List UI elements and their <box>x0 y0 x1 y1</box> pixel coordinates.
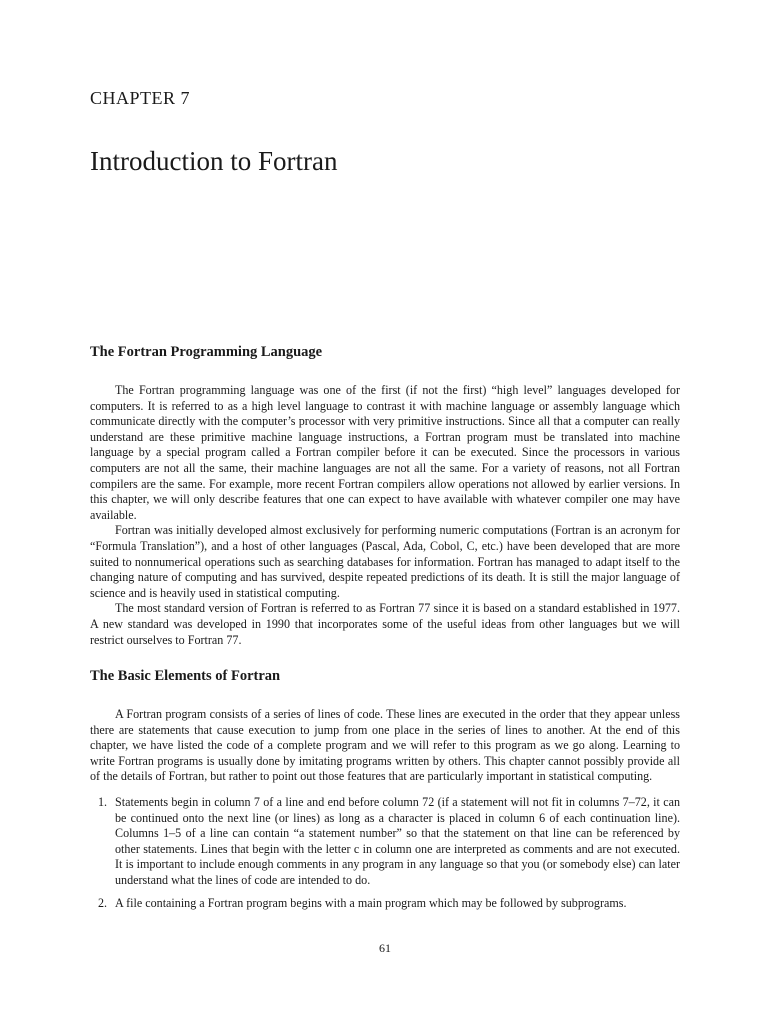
body-paragraph: Fortran was initially developed almost exclusively for performing numeric computations (Fortran is an acronym for “Formula Translation”), and a host of other languages (Pascal, Ada, Cobol, C, etc.) have been developed that are more suited to nonnumerical operations such as searching databases for information. Fortran has managed to adapt itself to the changing nature of computing and has survived, despite repeated predictions of its death. It is still the major language of science and is heavily used in statistical computing. <box>90 523 680 600</box>
chapter-label: CHAPTER 7 <box>90 88 191 108</box>
body-paragraph: A Fortran program consists of a series of lines of code. These lines are executed in the order that they appear unless there are statements that cause execution to jump from one place in the series of lines to another. At the end of this chapter, we have listed the code of a complete program and we will refer to this program as we go along. Learning to write Fortran programs is usually done by imitating programs written by others. This chapter cannot possibly provide all of the details of Fortran, but rather to point out those features that are particularly important in statistical computing. <box>90 707 680 784</box>
body-paragraph: The Fortran programming language was one of the first (if not the first) “high level” languages developed for computers. It is referred to as a high level language to contrast it with machine language or assembly language which communicate directly with the computer’s processor with very primitive instructions. Since all that a computer can really understand are these primitive machine language instructions, a Fortran program must be translated into machine language by a special program called a Fortran compiler before it can be executed. Since the processors in various computers are not all the same, their machine languages are not all the same. For a variety of reasons, not all Fortran compilers are the same. For example, more recent Fortran compilers allow operations not allowed by earlier versions. In this chapter, we will only describe features that one can expect to have available with whatever compiler one may have available. <box>90 383 680 522</box>
list-item-text: Statements begin in column 7 of a line and end before column 72 (if a statement will not fit in columns 7–72, it can be continued onto the next line (or lines) as long as a character is placed in column 6 of each continuation line). Columns 1–5 of a line can contain “a statement number” so that the statement on that line can be referenced by other statements. Lines that begin with the letter c in column one are interpreted as comments and are not executed. It is important to include enough comments in any program in any language so that you (or somebody else) can later understand what the lines of code are intended to do. <box>115 795 680 888</box>
body-paragraph: The most standard version of Fortran is referred to as Fortran 77 since it is based on a standard established in 1977. A new standard was developed in 1990 that incorporates some of the useful ideas from other languages but we will restrict ourselves to Fortran 77. <box>90 601 680 647</box>
list-item-number: 2. <box>98 895 108 910</box>
list-item <box>98 795 680 889</box>
numbered-list <box>90 795 680 911</box>
section-heading-basic-elements: The Basic Elements of Fortran <box>90 668 281 685</box>
list-item-number: 1. <box>98 795 108 810</box>
chapter-title: Introduction to Fortran <box>90 146 338 176</box>
chapter-body <box>90 342 680 918</box>
list-item <box>98 895 680 912</box>
book-page <box>90 0 680 1024</box>
list-item-text: A file containing a Fortran program begins with a main program which may be followed by subprograms. <box>115 895 627 910</box>
section-heading-fortran-language: The Fortran Programming Language <box>90 344 323 360</box>
page-number: 61 <box>379 941 391 955</box>
